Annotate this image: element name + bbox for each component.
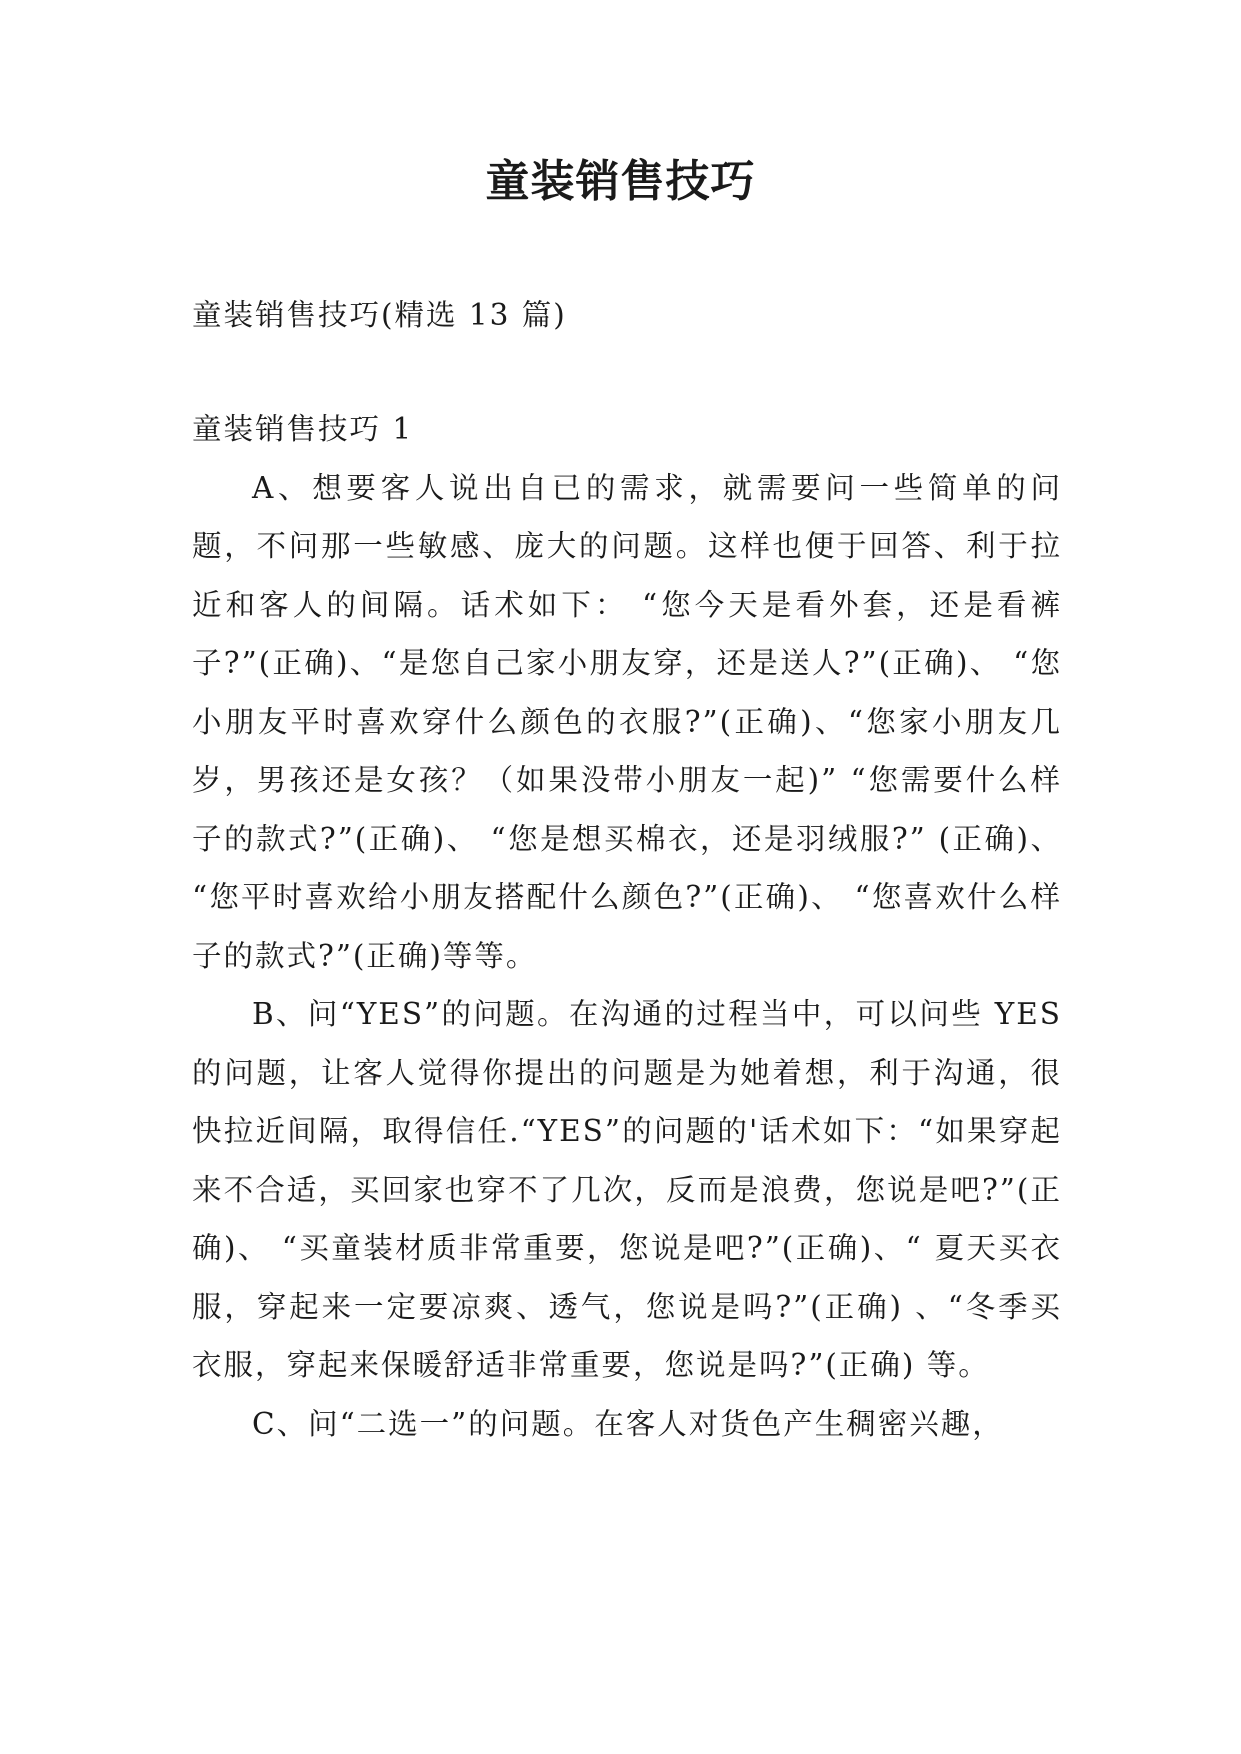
paragraph-b: B、问“YES”的问题。在沟通的过程当中，可以问些 YES 的问题，让客人觉得你提出的问题是为她着想，利于沟通，很快拉近间隔，取得信任.“YES”的问题的'话术如下：“如果穿起来不合适，买回家也穿不了几次，反而是浪费，您说是吧?”(正 确)、 “买童装材质非常重要，您说是吧?”(正确)、“ 夏天买衣服，穿起来一定要凉爽、透气，您说是吗?”(正确) 、“冬季买衣服，穿起来保暖舒适非常重要，您说是吗?”(正确) 等。 xyxy=(192,997,1062,1382)
paragraph-c: C、问“二选一”的问题。在客人对货色产生稠密兴趣， xyxy=(252,1406,1004,1441)
paragraph-a: A、想要客人说出自已的需求，就需要问一些简单的问题，不问那一些敏感、庞大的问题。这样也便于回答、利于拉近和客人的间隔。话术如下： “您今天是看外套，还是看裤子?”(正确)、“是您自己家小朋友穿，还是送人?”(正确)、 “您小朋友平时喜欢穿什么颜色的衣服?”(正确)、“您家小朋友几岁，男孩还是女孩？（如果没带小朋友一起)” “您需要什么样子的款式?”(正确)、 “您是想买棉衣，还是羽绒服?” (正确)、 “您平时喜欢给小朋友搭配什么颜色?”(正确)、 “您喜欢什么样子的款式?”(正确)等等。 xyxy=(192,470,1062,973)
document-title: 童装销售技巧 xyxy=(485,156,756,207)
section-1 xyxy=(192,400,1062,1453)
document-subtitle: 童装销售技巧(精选 13 篇) xyxy=(192,298,567,332)
section-heading: 童装销售技巧 1 xyxy=(192,412,414,446)
